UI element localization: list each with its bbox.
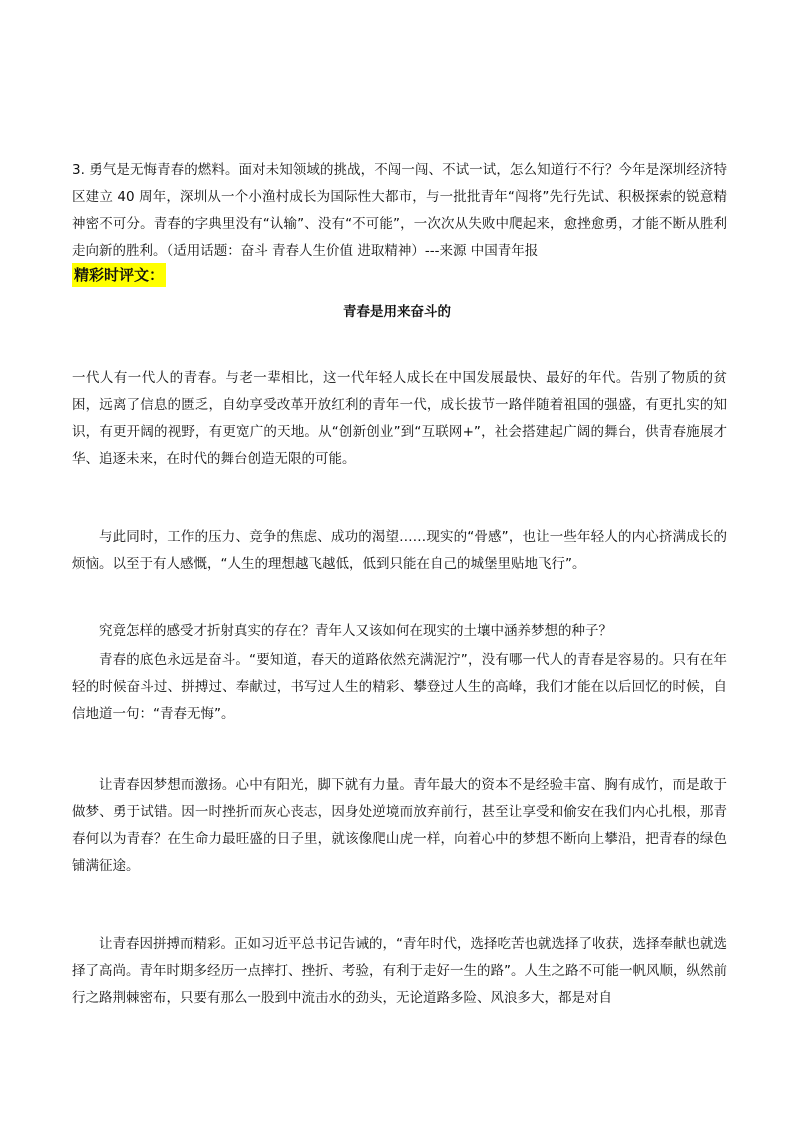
article-paragraph-6: 让青春因拼搏而精彩。正如习近平总书记告诫的，“青年时代，选择吃苦也就选择了收获，选择奉献也就选择了高尚。青年时期多经历一点摔打、挫折、考验，有利于走好一生的路”。人生之路不可能一帆风顺，纵然前行之路荆棘密布，只要有那么一股到中流击水的劲头，无论道路多险、风浪多大，都是对自 (72, 936, 727, 1006)
article-paragraph-5: 让青春因梦想而激扬。心中有阳光，脚下就有力量。青年最大的资本不是经验丰富、胸有成竹，而是敢于做梦、勇于试错。因一时挫折而灰心丧志，因身处逆境而放弃前行，甚至让享受和偷安在我们内心扎根，那青春何以为青春？在生命力最旺盛的日子里，就该像爬山虎一样，向着心中的梦想不断向上攀沿，把青春的绿色铺满征途。 (72, 777, 727, 874)
section-heading: 精彩时评文： (72, 263, 166, 287)
article-title: 青春是用来奋斗的 (343, 304, 451, 320)
article-paragraph-3: 究竟怎样的感受才折射真实的存在？青年人又该如何在现实的土壤中涵养梦想的种子？ (99, 623, 612, 639)
article-paragraph-4: 青春的底色永远是奋斗。“要知道，春天的道路依然充满泥泞”，没有哪一代人的青春是容易的。只有在年轻的时候奋斗过、拼搏过、奉献过，书写过人生的精彩、攀登过人生的高峰，我们才能在以后回忆的时候，自信地道一句：“青春无悔”。 (72, 652, 727, 722)
item-3-paragraph: 3. 勇气是无悔青春的燃料。面对未知领域的挑战，不闯一闯、不试一试，怎么知道行不行？今年是深圳经济特区建立 40 周年，深圳从一个小渔村成长为国际性大都市，与一批批青年“闯将”先行先试、积极探索的锐意精神密不可分。青春的字典里没有“认输”、没有“不可能”，一次次从失败中爬起来，愈挫愈勇，才能不断从胜利走向新的胜利。（适用话题：奋斗 青春人生价值 进取精神）---来源 中国青年报 (72, 162, 727, 259)
article-paragraph-2: 与此同时，工作的压力、竞争的焦虑、成功的渴望……现实的“骨感”，也让一些年轻人的内心挤满成长的烦恼。以至于有人感慨，“人生的理想越飞越低，低到只能在自己的城堡里贴地飞行”。 (72, 529, 727, 572)
article-paragraph-1: 一代人有一代人的青春。与老一辈相比，这一代年轻人成长在中国发展最快、最好的年代。告别了物质的贫困，远离了信息的匮乏，自幼享受改革开放红利的青年一代，成长拔节一路伴随着祖国的强盛，有更扎实的知识，有更开阔的视野，有更宽广的天地。从“创新创业”到“互联网+”，社会搭建起广阔的舞台，供青春施展才华、追逐未来，在时代的舞台创造无限的可能。 (72, 370, 727, 467)
